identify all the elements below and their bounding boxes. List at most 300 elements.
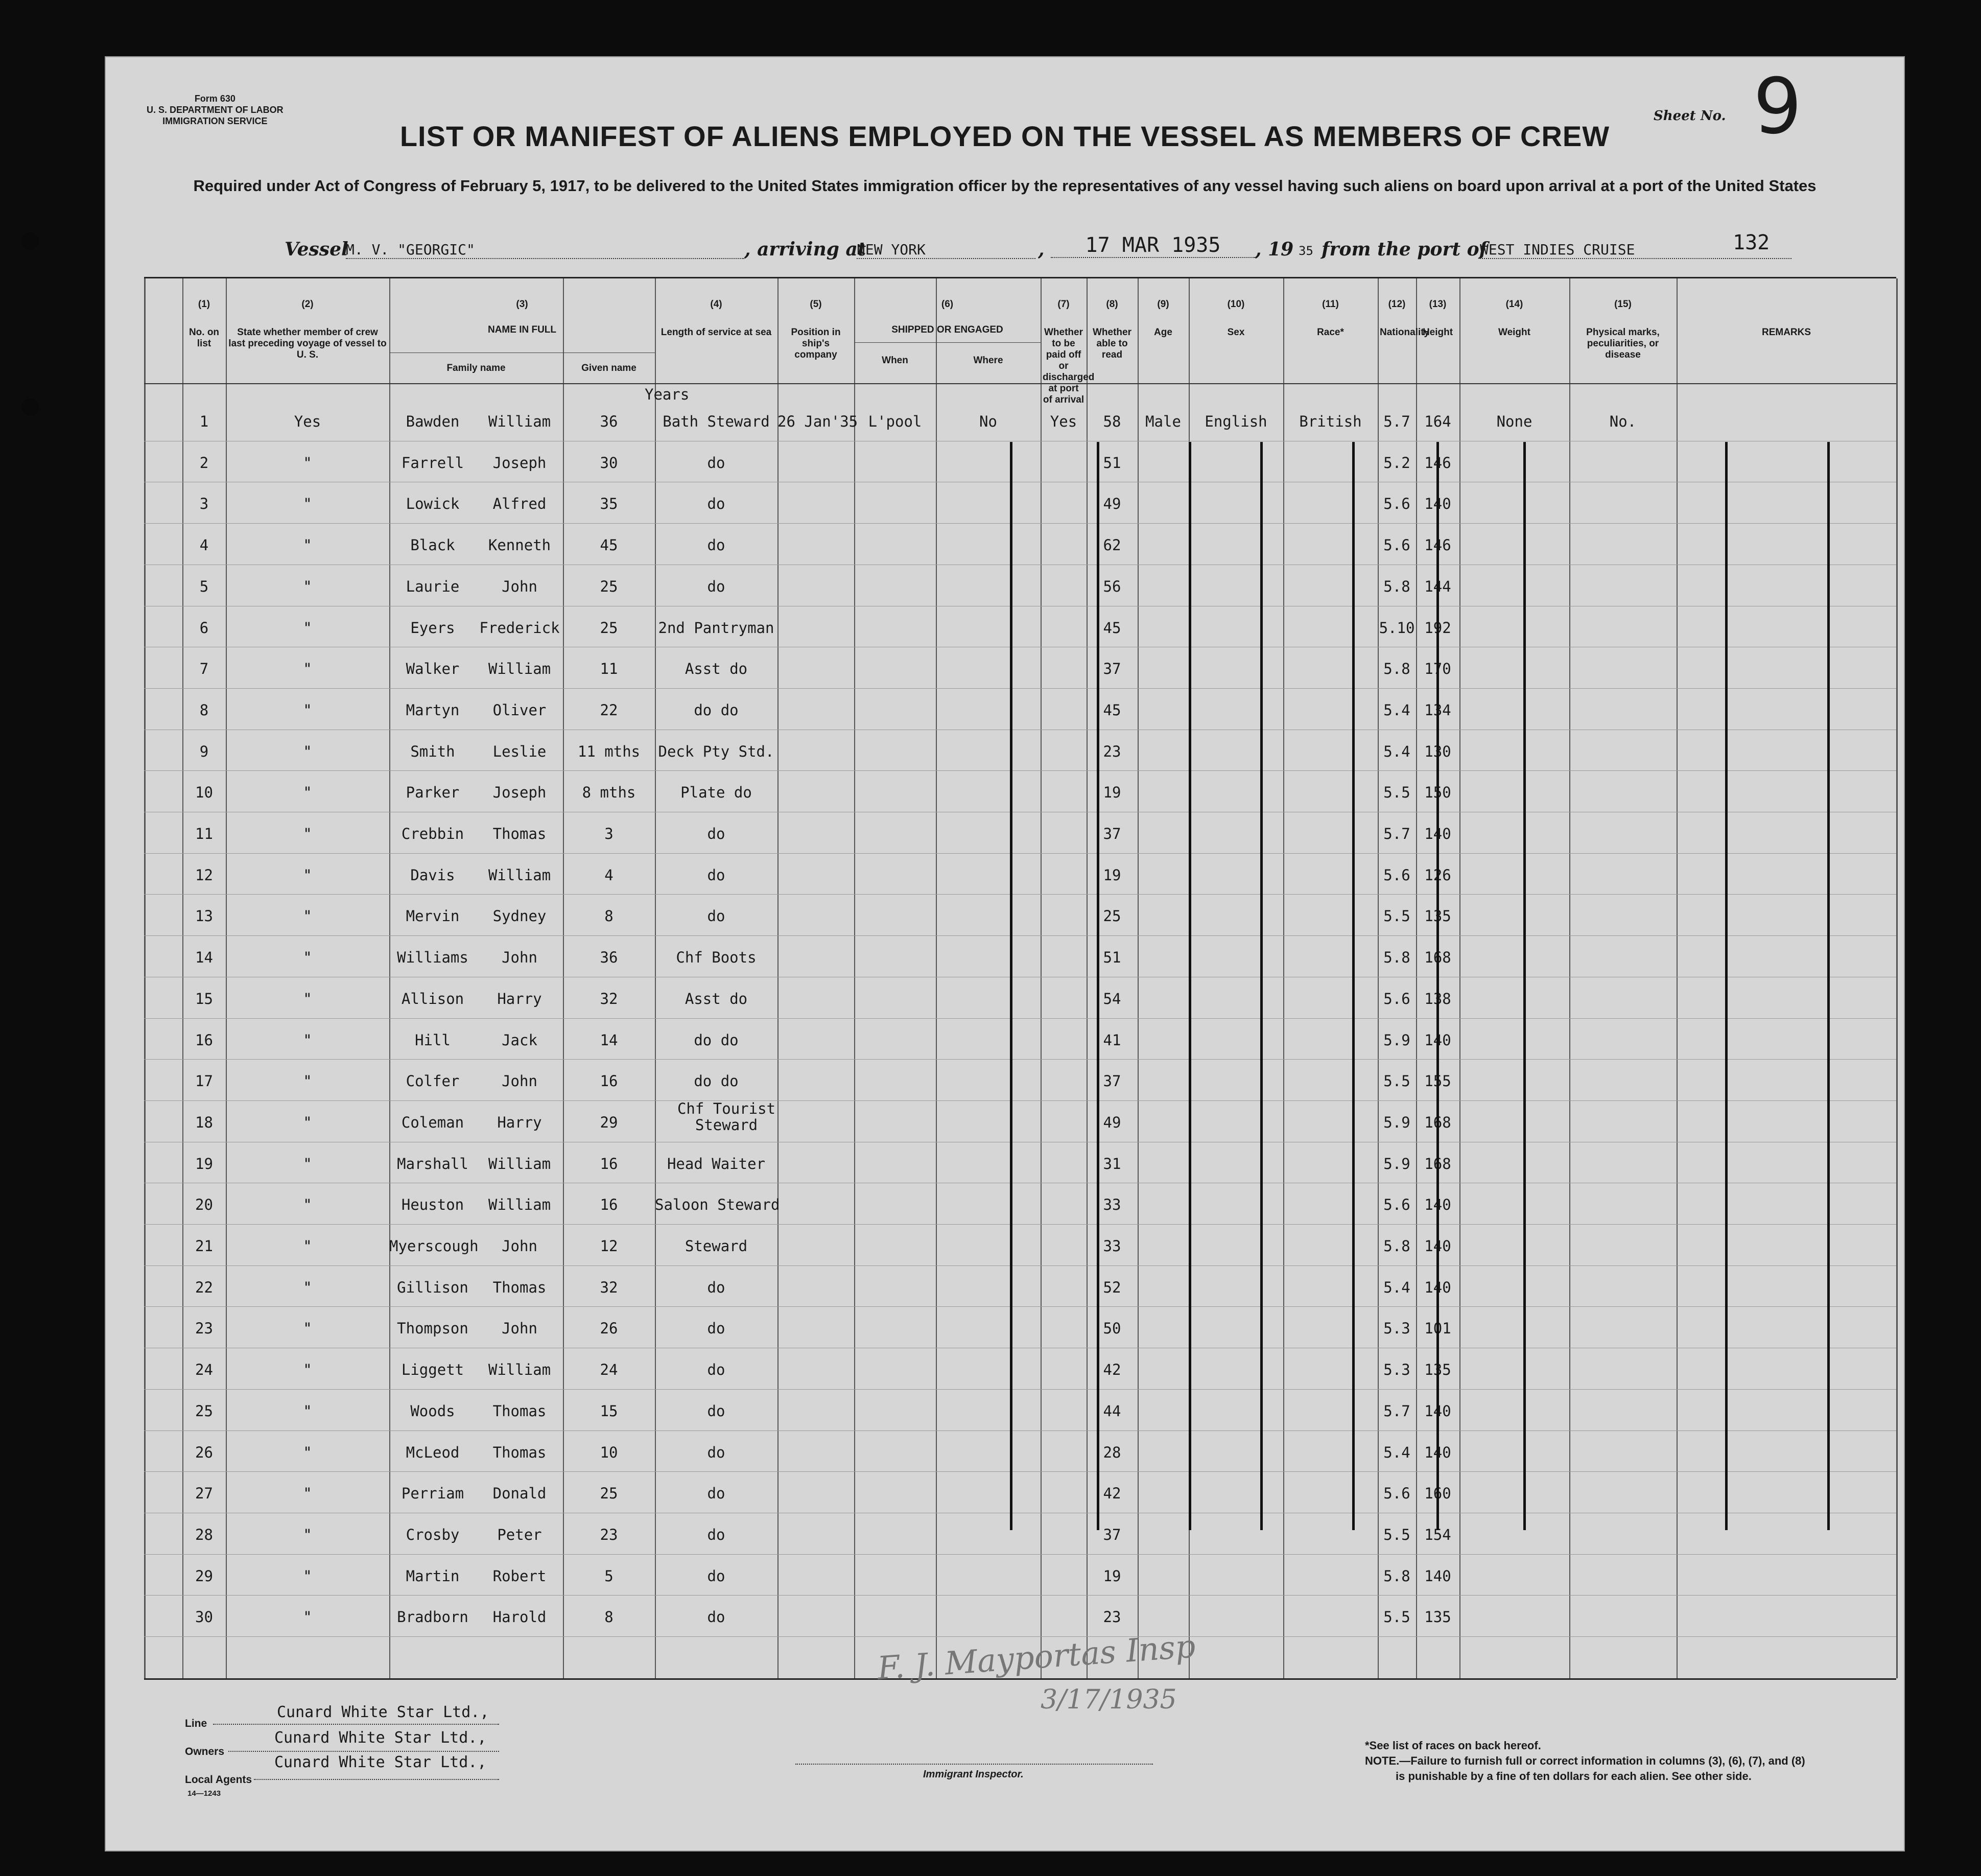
cell-family: Eyers: [410, 619, 455, 637]
cell-prev: ": [303, 990, 312, 1007]
ditto-mark-line: [1827, 442, 1830, 1530]
cell-prev: ": [303, 495, 312, 513]
cell-age: 42: [1103, 1485, 1121, 1503]
cell-age: 25: [1103, 907, 1121, 925]
cell-prev: ": [303, 536, 312, 554]
cell-given: Robert: [492, 1567, 547, 1585]
cell-weight: 160: [1424, 1485, 1451, 1503]
cell-position: do: [707, 1278, 725, 1296]
cell-service: 5: [604, 1567, 614, 1585]
cell-position: Saloon Steward: [655, 1196, 780, 1214]
cell-weight: 140: [1424, 1278, 1451, 1296]
cell-no: 20: [195, 1196, 213, 1214]
cell-service: 8: [604, 1608, 614, 1626]
ditto-mark-line: [1097, 442, 1099, 1530]
line-value: Cunard White Star Ltd.,: [277, 1703, 489, 1721]
from-port: WEST INDIES CRUISE: [1480, 241, 1791, 259]
cell-position: Deck Pty Std.: [658, 742, 774, 760]
cell-service: 45: [600, 536, 618, 554]
cell-position: Bath Steward: [663, 413, 770, 430]
cell-height: 5.4: [1383, 742, 1410, 760]
cell-given: Thomas: [492, 825, 547, 842]
cell-position: do: [707, 1567, 725, 1585]
cell-prev: ": [303, 1237, 312, 1255]
cell-height: 5.5: [1383, 1072, 1410, 1090]
cell-read: Yes: [1050, 413, 1077, 430]
cell-no: 9: [199, 742, 209, 760]
cell-marks: None: [1496, 413, 1532, 430]
cell-prev: ": [303, 1485, 312, 1503]
cell-weight: 140: [1424, 1443, 1451, 1461]
cell-height: 5.9: [1383, 1155, 1410, 1172]
cell-service: 25: [600, 577, 618, 595]
cell-given: John: [502, 1320, 537, 1338]
column-number: (7): [1057, 299, 1070, 310]
cell-age: 54: [1103, 990, 1121, 1007]
cell-no: 16: [195, 1031, 213, 1049]
cell-service: 16: [600, 1155, 618, 1172]
cell-age: 44: [1103, 1402, 1121, 1420]
cell-height: 5.8: [1383, 660, 1410, 678]
cell-position: do: [707, 577, 725, 595]
cell-height: 5.4: [1383, 701, 1410, 719]
column-header: State whether member of crew last preceding voyage of vessel to U. S.: [228, 327, 387, 360]
cell-no: 6: [199, 619, 209, 637]
cell-given: John: [502, 949, 537, 967]
cell-prev: ": [303, 866, 312, 884]
cell-prev: ": [303, 619, 312, 637]
cell-family: Gillison: [397, 1278, 468, 1296]
column-header: No. on list: [188, 327, 220, 349]
column-header: Race*: [1317, 327, 1344, 338]
cell-no: 26: [195, 1443, 213, 1461]
cell-service: 15: [600, 1402, 618, 1420]
column-number: (5): [810, 299, 822, 310]
form-code: 14—1243: [187, 1789, 221, 1798]
cell-height: 5.5: [1383, 907, 1410, 925]
cell-age: 51: [1103, 454, 1121, 472]
cell-height: 5.6: [1383, 536, 1410, 554]
cell-service: 32: [600, 990, 618, 1007]
cell-given: Harold: [492, 1608, 547, 1626]
cell-age: 23: [1103, 1608, 1121, 1626]
cell-given: Frederick: [479, 619, 560, 637]
column-header: Weight: [1498, 327, 1530, 338]
footnote: [1365, 1738, 1805, 1784]
cell-family: Martyn: [406, 701, 460, 719]
cell-weight: 140: [1424, 1196, 1451, 1214]
footnote-penalty-cont: is punishable by a fine of ten dollars for each alien. See other side.: [1396, 1770, 1752, 1783]
column-number: (14): [1505, 299, 1523, 310]
cell-family: Heuston: [401, 1196, 464, 1214]
cell-no: 3: [199, 495, 209, 513]
column-number: (4): [710, 299, 722, 310]
cell-family: Woods: [410, 1402, 455, 1420]
cell-service: 3: [604, 825, 614, 842]
cell-weight: 135: [1424, 1361, 1451, 1379]
cell-family: Crebbin: [401, 825, 464, 842]
cell-age: 62: [1103, 536, 1121, 554]
sheet-number: 9: [1753, 62, 1802, 151]
cell-no: 13: [195, 907, 213, 925]
cell-weight: 134: [1424, 701, 1451, 719]
cell-service: 11: [600, 660, 618, 678]
subheader-where: Where: [973, 355, 1003, 366]
cell-service: 12: [600, 1237, 618, 1255]
cell-service: 26: [600, 1320, 618, 1338]
cell-prev: ": [303, 660, 312, 678]
cell-no: 28: [195, 1526, 213, 1543]
cell-position: do do: [694, 1031, 739, 1049]
cell-service: 36: [600, 413, 618, 430]
cell-weight: 164: [1424, 413, 1451, 430]
cell-family: Crosby: [406, 1526, 460, 1543]
cell-height: 5.5: [1383, 1608, 1410, 1626]
cell-service: 22: [600, 701, 618, 719]
cell-age: 37: [1103, 1526, 1121, 1543]
cell-service: 11 mths: [577, 742, 641, 760]
cell-position: do: [707, 1320, 725, 1338]
column-header: Height: [1422, 327, 1453, 338]
cell-weight: 135: [1424, 907, 1451, 925]
cell-no: 27: [195, 1485, 213, 1503]
cell-height: 5.2: [1383, 454, 1410, 472]
cell-family: Bawden: [406, 413, 460, 430]
cell-no: 8: [199, 701, 209, 719]
cell-no: 4: [199, 536, 209, 554]
cell-height: 5.3: [1383, 1320, 1410, 1338]
cell-weight: 155: [1424, 1072, 1451, 1090]
cell-prev: Yes: [294, 413, 321, 430]
cell-age: 37: [1103, 660, 1121, 678]
column-number: (9): [1157, 299, 1169, 310]
cell-nat: British: [1299, 413, 1362, 430]
cell-position: do: [707, 536, 725, 554]
cell-position: Asst do: [685, 660, 748, 678]
cell-prev: ": [303, 1402, 312, 1420]
cell-position: do: [707, 1402, 725, 1420]
cell-age: 19: [1103, 1567, 1121, 1585]
owners-value: Cunard White Star Ltd.,: [274, 1729, 487, 1747]
cell-height: 5.7: [1383, 413, 1410, 430]
cell-age: 37: [1103, 825, 1121, 842]
cell-height: 5.8: [1383, 1567, 1410, 1585]
cell-position: do: [707, 1485, 725, 1503]
cell-service: 23: [600, 1526, 618, 1543]
cell-service: 25: [600, 619, 618, 637]
cell-given: William: [488, 413, 551, 430]
column-number: (6): [941, 299, 954, 310]
cell-family: Black: [410, 536, 455, 554]
cell-remarks: No.: [1609, 413, 1637, 430]
cell-age: 42: [1103, 1361, 1121, 1379]
cell-prev: ": [303, 1113, 312, 1131]
cell-prev: ": [303, 1567, 312, 1585]
subheader-given: Given name: [581, 363, 636, 373]
cell-height: 5.7: [1383, 1402, 1410, 1420]
cell-prev: ": [303, 1526, 312, 1543]
cell-weight: 140: [1424, 1567, 1451, 1585]
from-label: from the port of: [1322, 239, 1488, 260]
cell-no: 29: [195, 1567, 213, 1585]
cell-weight: 140: [1424, 1031, 1451, 1049]
cell-height: 5.4: [1383, 1443, 1410, 1461]
subheader-when: When: [882, 355, 908, 366]
cell-position: do: [707, 454, 725, 472]
column-header: REMARKS: [1761, 327, 1811, 338]
cell-service: 32: [600, 1278, 618, 1296]
ditto-mark-line: [1010, 442, 1012, 1530]
cell-age: 23: [1103, 742, 1121, 760]
cell-weight: 140: [1424, 1237, 1451, 1255]
cell-prev: ": [303, 1361, 312, 1379]
cell-no: 10: [195, 784, 213, 802]
cell-prev: ": [303, 742, 312, 760]
inspector-label: Immigrant Inspector.: [923, 1769, 1024, 1780]
cell-service: 36: [600, 949, 618, 967]
cell-service: 30: [600, 454, 618, 472]
cell-weight: 140: [1424, 1402, 1451, 1420]
cell-given: John: [502, 1237, 537, 1255]
cell-family: Mervin: [406, 907, 460, 925]
cell-service: 8: [604, 907, 614, 925]
cell-given: William: [488, 1155, 551, 1172]
cell-family: Williams: [397, 949, 468, 967]
arriving-label: , arriving at: [744, 239, 866, 260]
cell-weight: 154: [1424, 1526, 1451, 1543]
list-number: 132: [1733, 231, 1770, 254]
ditto-mark-line: [1436, 442, 1439, 1530]
cell-service: 24: [600, 1361, 618, 1379]
cell-position: Head Waiter: [667, 1155, 766, 1172]
cell-position: do: [707, 495, 725, 513]
cell-age: 49: [1103, 495, 1121, 513]
arrival-date-stamp: 17 MAR 1935: [1051, 233, 1255, 258]
cell-family: Smith: [410, 742, 455, 760]
cell-position: do do: [694, 1072, 739, 1090]
cell-family: McLeod: [406, 1443, 460, 1461]
cell-no: 14: [195, 949, 213, 967]
year-value: 35: [1299, 244, 1313, 258]
cell-family: Parker: [406, 784, 460, 802]
cell-height: 5.6: [1383, 495, 1410, 513]
cell-age: 41: [1103, 1031, 1121, 1049]
cell-position: do: [707, 825, 725, 842]
cell-weight: 150: [1424, 784, 1451, 802]
cell-no: 19: [195, 1155, 213, 1172]
cell-when: 26 Jan'35: [777, 413, 858, 430]
cell-height: 5.8: [1383, 1237, 1410, 1255]
cell-family: Marshall: [397, 1155, 468, 1172]
cell-prev: ": [303, 1155, 312, 1172]
cell-age: 58: [1103, 413, 1121, 430]
cell-position: do: [707, 1361, 725, 1379]
inspector-signature: F. J. Mayportas Insp: [876, 1627, 1197, 1687]
cell-weight: 138: [1424, 990, 1451, 1007]
cell-age: 19: [1103, 866, 1121, 884]
cell-service: 35: [600, 495, 618, 513]
cell-age: 37: [1103, 1072, 1121, 1090]
cell-given: Leslie: [492, 742, 547, 760]
cell-given: Donald: [492, 1485, 547, 1503]
cell-given: Peter: [497, 1526, 542, 1543]
cell-weight: 135: [1424, 1608, 1451, 1626]
column-number: (11): [1322, 299, 1339, 310]
cell-prev: ": [303, 949, 312, 967]
cell-given: Sydney: [492, 907, 547, 925]
cell-sex: Male: [1145, 413, 1181, 430]
cell-given: Kenneth: [488, 536, 551, 554]
signature-date: 3/17/1935: [1041, 1684, 1177, 1715]
subheader-family: Family name: [446, 363, 506, 373]
cell-service: 14: [600, 1031, 618, 1049]
cell-weight: 168: [1424, 949, 1451, 967]
sheet-label: Sheet No.: [1654, 108, 1726, 124]
cell-weight: 126: [1424, 866, 1451, 884]
page-title: LIST OR MANIFEST OF ALIENS EMPLOYED ON THE VESSEL AS MEMBERS OF CREW: [399, 120, 1610, 152]
cell-height: 5.5: [1383, 784, 1410, 802]
cell-no: 22: [195, 1278, 213, 1296]
cell-weight: 130: [1424, 742, 1451, 760]
cell-given: Thomas: [492, 1402, 547, 1420]
cell-given: Thomas: [492, 1278, 547, 1296]
cell-no: 2: [199, 454, 209, 472]
cell-position: do: [707, 866, 725, 884]
cell-weight: 168: [1424, 1155, 1451, 1172]
cell-age: 33: [1103, 1196, 1121, 1214]
cell-position: Steward: [685, 1237, 748, 1255]
manifest-sheet: Form 630 U. S. DEPARTMENT OF LABOR IMMIGRATION SERVICE Sheet No. 9 LIST OR MANIFEST OF ALIENS EMPLOYED ON THE VESSEL AS MEMBERS OF CREW Required under Act of Congress of February 5, 1917, to be delivered to the United States immigration officer by the representatives of any vessel having such aliens on board upon arrival at a port of the United States Vessel M. V. "GEORGIC" , arriving at NEW YORK , 17 MAR 1935 , 19 35 from the port of WEST INDIES CRUISE 132 (1) No. on list (2) State whether member of crew last preceding voyage of vessel to U. S. (3) NAME IN FULL (4) Length of service at sea (5) Position in ship's company (6) SHIPPED OR ENGAGED (7) Whether to be paid off or discharged at port of arrival (8) Whether able to read (9) Age (10) Sex (11) Race* (12) Nationality (13) Height (14) Weight (15) Physical marks, peculiarities, or disease REMARKS Family name Given name When Where Years 1 Yes Bawden William 36 Bath Steward 26 Jan'35 L'pool No Yes 58 Male English British 5.7 164 None No. 2 " Farrell Joseph 30 do 51 5.2 146 3 " Lowick Alfred 35 do 49 5.6 140 4 " Black Kenneth 45 do 62 5.6 146 5 " Laurie John 25 do 56 5.8 144 6 " Eyers Frederick 25 2nd Pantryman 45 5.10 192 7 " Walker William 11 Asst do 37 5.8 170 8 " Martyn Oliver 22 do do 45 5.4 134 9 " Smith Leslie 11 mths Deck Pty Std. 23 5.4 130 10 " Parker Joseph 8 mths Plate do 19 5.5 150 11 " Crebbin Thomas 3 do 37 5.7 140 12 " Davis William 4 do 19 5.6 126 13 " Mervin Sydney 8 do 25 5.5 135 14 " Williams John 36 Chf Boots 51 5.8 168 15 " Allison Harry 32 Asst do 54 5.6 138 16 " Hill Jack 14 do do 41 5.9 140 17 " Colfer John 16 do do 37 5.5 155 18 " Coleman Harry 29 Chf Tourist Steward 49 5.9 168 19 " Marshall William 16 Head Waiter 31 5.9 168 20 " Heuston William 16 Saloon Steward 33 5.6 140 21 " Myerscough John 12 Steward 33 5.8 140 22 " Gillison Thomas 32 do 52 5.4 140 23 " Thompson John 26 do 50 5.3 101 24 " Liggett William 24 do 42 5.3 135 25 " Woods Thomas 15 do 44 5.7 140 26 " McLeod Thomas 10 do 28 5.4 140 27 " Perriam Donald 25 do 42 5.6 160 28 " Crosby Peter 23 do 37 5.5 154 29 " Martin Robert 5 do 19 5.8 140 30 " Bradborn Harold 8 do 23 5.5 135 F. J. Mayportas Insp 3/17/1935 Immigrant Inspector. Line Cunard White Star Ltd., Owners Cunard White Star Ltd., Local Agents Cunard White Star Ltd., 14—1243 *See list of races on back hereof. NOTE.—Failure to furnish full or correct information in columns (3), (6), (7), and (8) is punishable by a fine of ten dollars for each alien. See other side.: [105, 56, 1905, 1851]
cell-position: do: [707, 1608, 725, 1626]
cell-height: 5.9: [1383, 1113, 1410, 1131]
cell-position: Chf Tourist Steward: [677, 1099, 776, 1134]
column-header: Position in ship's company: [791, 327, 841, 360]
cell-family: Bradborn: [397, 1608, 468, 1626]
cell-weight: 168: [1424, 1113, 1451, 1131]
cell-given: Jack: [502, 1031, 537, 1049]
cell-paid: No: [979, 413, 997, 430]
cell-age: 52: [1103, 1278, 1121, 1296]
cell-no: 25: [195, 1402, 213, 1420]
cell-age: 33: [1103, 1237, 1121, 1255]
ditto-mark-line: [1523, 442, 1526, 1530]
cell-no: 21: [195, 1237, 213, 1255]
cell-height: 5.7: [1383, 825, 1410, 842]
punch-hole: [21, 398, 39, 416]
cell-family: Thompson: [397, 1320, 468, 1338]
cell-height: 5.6: [1383, 1196, 1410, 1214]
cell-family: Perriam: [401, 1485, 464, 1503]
cell-age: 56: [1103, 577, 1121, 595]
cell-weight: 146: [1424, 454, 1451, 472]
cell-height: 5.10: [1379, 619, 1415, 637]
service: IMMIGRATION SERVICE: [162, 116, 268, 126]
cell-weight: 146: [1424, 536, 1451, 554]
column-header: Nationality: [1380, 327, 1430, 338]
footnote-races: *See list of races on back hereof.: [1365, 1739, 1541, 1752]
column-number: (3): [516, 299, 528, 310]
cell-given: Joseph: [492, 454, 547, 472]
cell-position: Chf Boots: [676, 949, 757, 967]
cell-family: Laurie: [406, 577, 460, 595]
cell-family: Walker: [406, 660, 460, 678]
cell-no: 23: [195, 1320, 213, 1338]
cell-age: 51: [1103, 949, 1121, 967]
cell-given: William: [488, 1361, 551, 1379]
cell-no: 30: [195, 1608, 213, 1626]
cell-weight: 144: [1424, 577, 1451, 595]
column-header: NAME IN FULL: [487, 324, 557, 335]
cell-position: Plate do: [680, 784, 752, 802]
cell-position: 2nd Pantryman: [658, 619, 774, 637]
column-number: (12): [1388, 299, 1406, 310]
cell-prev: ": [303, 1031, 312, 1049]
cell-service: 8 mths: [582, 784, 636, 802]
column-header: Whether able to read: [1093, 327, 1131, 360]
cell-given: John: [502, 1072, 537, 1090]
agents-value: Cunard White Star Ltd.,: [274, 1753, 487, 1771]
cell-prev: ": [303, 701, 312, 719]
cell-no: 17: [195, 1072, 213, 1090]
cell-family: Colfer: [406, 1072, 460, 1090]
cell-height: 5.6: [1383, 1485, 1410, 1503]
column-number: (15): [1614, 299, 1632, 310]
cell-position: do: [707, 1526, 725, 1543]
cell-family: Allison: [401, 990, 464, 1007]
agents-label: Local Agents: [185, 1774, 252, 1786]
cell-height: 5.3: [1383, 1361, 1410, 1379]
cell-service: 29: [600, 1113, 618, 1131]
years-label: Years: [645, 386, 690, 403]
cell-service: 25: [600, 1485, 618, 1503]
cell-height: 5.5: [1383, 1526, 1410, 1543]
cell-family: Myerscough: [389, 1237, 479, 1255]
cell-weight: 170: [1424, 660, 1451, 678]
cell-prev: ": [303, 1443, 312, 1461]
cell-service: 10: [600, 1443, 618, 1461]
cell-service: 16: [600, 1072, 618, 1090]
column-header: Sex: [1227, 327, 1245, 338]
cell-position: Asst do: [685, 990, 748, 1007]
cell-height: 5.9: [1383, 1031, 1410, 1049]
column-number: (2): [301, 299, 314, 310]
cell-position: do: [707, 1443, 725, 1461]
cell-prev: ": [303, 1278, 312, 1296]
cell-no: 15: [195, 990, 213, 1007]
punch-hole: [21, 232, 39, 250]
vessel-name: M. V. "GEORGIC": [346, 241, 744, 259]
cell-given: Harry: [497, 990, 542, 1007]
arrival-port: NEW YORK: [857, 241, 1035, 259]
cell-given: Thomas: [492, 1443, 547, 1461]
cell-age: 31: [1103, 1155, 1121, 1172]
ditto-mark-line: [1725, 442, 1728, 1530]
ditto-mark-line: [1260, 442, 1263, 1530]
column-number: (8): [1106, 299, 1118, 310]
cell-weight: 101: [1424, 1320, 1451, 1338]
cell-family: Liggett: [401, 1361, 464, 1379]
cell-prev: ": [303, 825, 312, 842]
ditto-mark-line: [1189, 442, 1191, 1530]
cell-prev: ": [303, 1608, 312, 1626]
cell-age: 28: [1103, 1443, 1121, 1461]
cell-where: L'pool: [868, 413, 922, 430]
cell-prev: ": [303, 454, 312, 472]
crew-table: [144, 277, 1896, 1680]
cell-family: Martin: [406, 1567, 460, 1585]
column-header: Age: [1154, 327, 1172, 338]
cell-age: 50: [1103, 1320, 1121, 1338]
